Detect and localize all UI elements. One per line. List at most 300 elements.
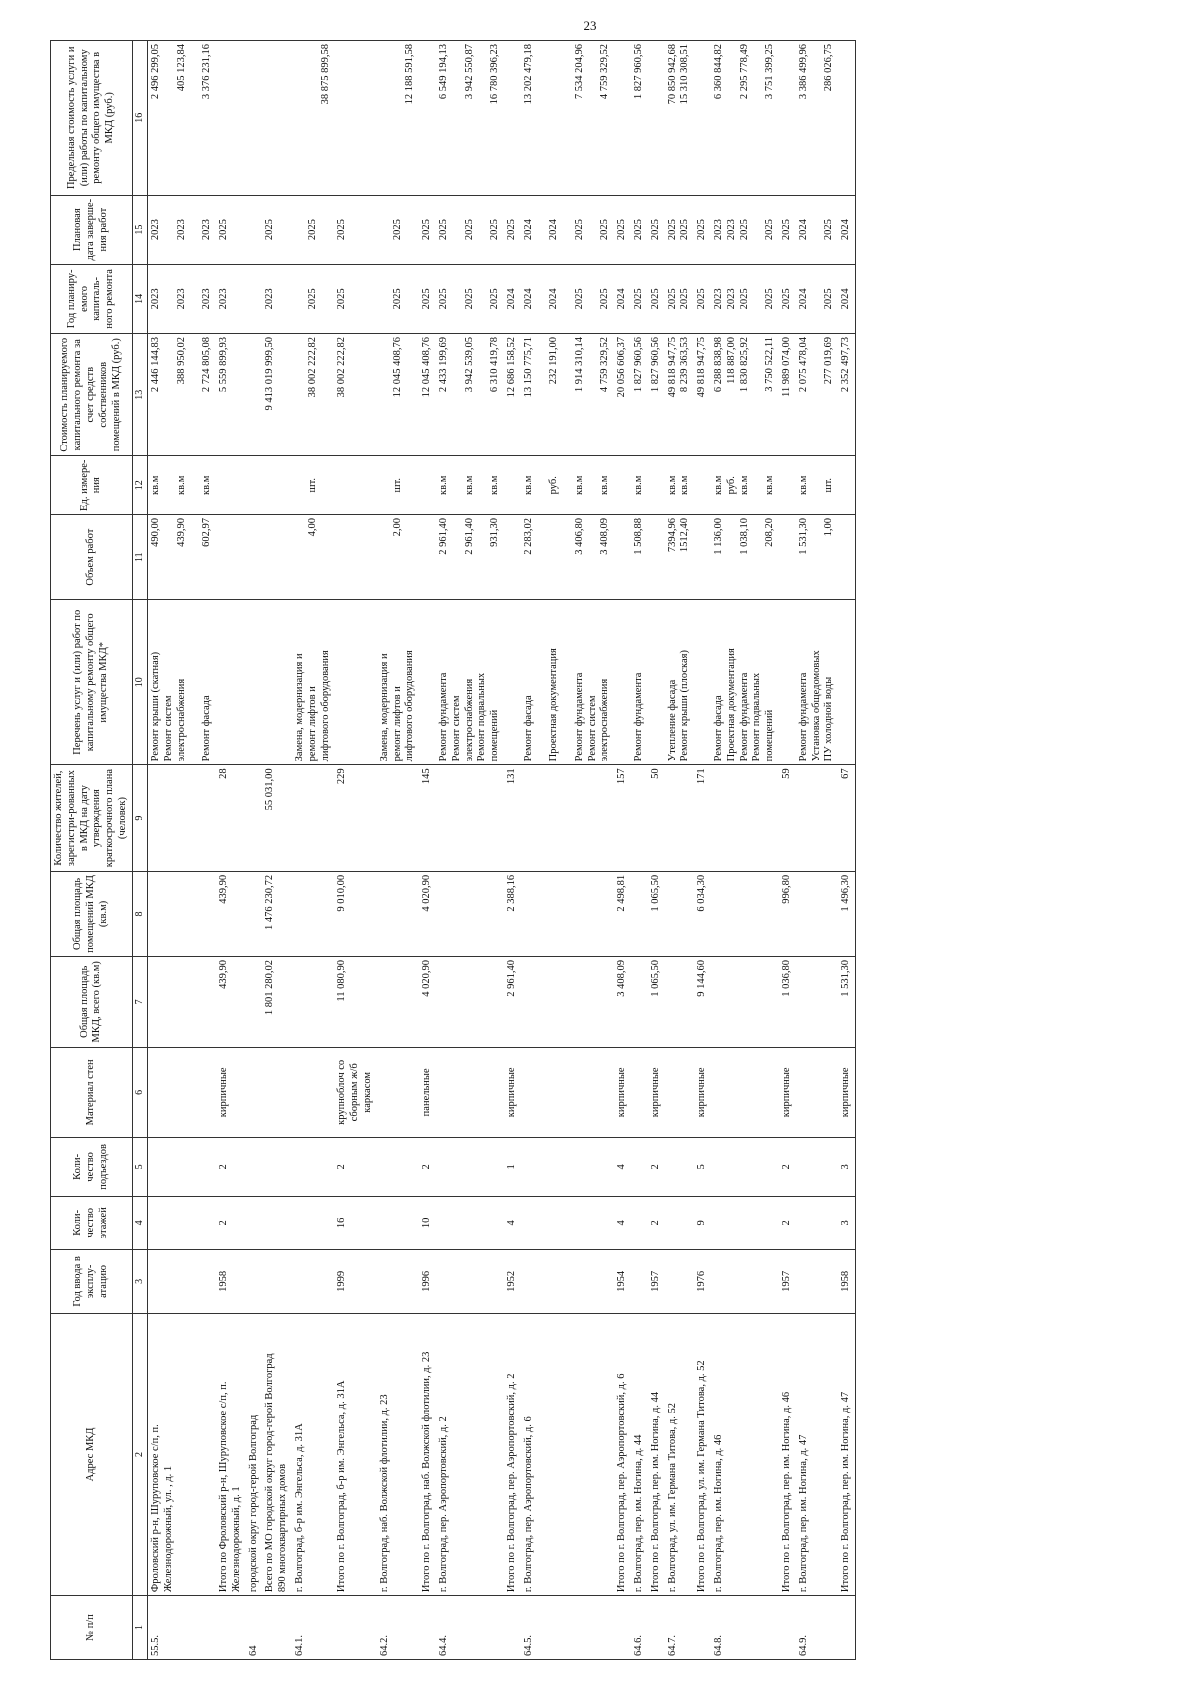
cell-line: 439,90 [175,518,187,547]
cell-line [188,268,201,330]
cell-line: 1512,40 [679,518,691,553]
cell-line: Ремонт систем [162,695,174,762]
page-number: 23 [583,18,597,33]
cell-line: г. Волгоград, пер. им. Ногина, д. 44 [633,1434,645,1593]
cell-line: 70 850 942,68 [666,44,678,105]
cell-line: руб. [725,476,737,495]
cell-plan-year [377,264,419,333]
cell-entrances: 5 [694,1138,711,1197]
cell-line [587,518,600,596]
cell-line [561,44,574,192]
cell-end-date [694,195,711,264]
cell-unit [504,456,521,515]
cell-line: 6 288 838,98 [713,336,725,393]
rotated-page [50,40,1150,1660]
cell-line: 4 759 329,52 [599,336,611,393]
cell-unit [436,456,504,515]
cell-line [476,268,489,330]
cell-line: 2025 [599,288,611,310]
cell-no: 64.4. [436,1596,504,1660]
cell-line: Ремонт фундамента [797,672,809,762]
cell-line: 2 295 778,49 [738,44,750,100]
cell-total-area: 9 144,60 [694,957,711,1048]
cell-line: 6 310 419,78 [489,336,501,393]
cell-volume [377,515,419,600]
cell-line: 2025 [649,219,661,241]
table-row [631,41,648,1660]
cell-residents: 50 [648,765,665,872]
cell-addr [419,1313,436,1595]
cell-line [163,337,176,452]
cell-addr [779,1313,796,1595]
cell-line: 2023 [725,288,737,310]
table-row [436,41,504,1660]
cell-line [476,459,489,511]
cell-works [694,600,711,765]
cell-no [648,1596,665,1660]
cell-line: 2025 [391,288,403,310]
cell-line: 3 942 539,05 [463,336,475,393]
cell-line: 388 950,02 [175,336,187,385]
cell-line: 4,00 [306,518,318,537]
column-header: Год планиру-емого капиталь-ного ремонта [51,264,133,333]
cell-line [587,459,600,511]
cell-line: г. Волгоград, пер. Аэропортовский, д. 2 [437,1416,449,1593]
cell-line: г. Волгоград, пер. Аэропортовский, д. 6 [522,1416,534,1593]
cell-line: помещений [764,709,776,762]
cell-line: 2025 [489,219,501,241]
cell-line: 2025 [306,219,318,241]
cell-line: 13 150 775,71 [522,336,534,398]
cell-line: 2 446 144,83 [149,336,161,393]
cell-line: 38 002 222,82 [306,336,318,398]
table-row [648,41,665,1660]
cell-line: кв.м [738,475,750,495]
cell-total-area: 2 961,40 [504,957,521,1048]
cell-plan-year [779,264,796,333]
cell-end-date [147,195,215,264]
cell-room-area: 1 496,30 [838,871,855,956]
cell-end-date [665,195,695,264]
table-row [419,41,436,1660]
cell-year: 1999 [334,1249,376,1313]
cell-line: 2025 [573,288,585,310]
cell-line: Ремонт систем [586,695,598,762]
cell-line [535,44,548,192]
cell-line [587,199,600,261]
cell-end-date [504,195,521,264]
cell-material [262,1047,292,1138]
cell-room-area: 9 010,00 [334,871,376,956]
cell-year [262,1249,292,1313]
cell-line: 15 310 308,51 [679,44,691,105]
cell-line: кв.м [201,475,213,495]
cell-line: 2023 [217,288,229,310]
cell-line: 3 408,09 [599,518,611,555]
column-number: 7 [132,957,147,1048]
cell-line: 931,30 [489,518,501,547]
cell-plan-year [521,264,615,333]
cell-line: 12 045 408,76 [391,336,403,398]
cell-line: 2025 [764,219,776,241]
cell-works [665,600,695,765]
cell-room-area: 2 498,81 [614,871,631,956]
cell-year [521,1249,615,1313]
cell-cost [796,333,838,455]
cell-line: 2 724 805,08 [201,336,213,393]
cell-line: кв.м [797,475,809,495]
cell-limit [694,41,711,196]
cell-line: Ремонт подвальных [751,672,763,762]
cell-floors [711,1196,779,1249]
cell-addr [216,1313,246,1595]
cell-floors [436,1196,504,1249]
cell-line: Итого по г. Волгоград, пер. Аэропортовский, д. 2 [505,1373,517,1593]
cell-line: 7394,96 [666,518,678,553]
cell-floors: 2 [779,1196,796,1249]
cell-works [292,600,334,765]
cell-line: 405 123,84 [175,44,187,92]
cell-line: Итого по г. Волгоград, наб. Волжской флотилии, д. 23 [421,1351,433,1593]
cell-line: 5 559 899,93 [217,336,229,393]
cell-limit [334,41,376,196]
cell-year [796,1249,838,1313]
cell-total-area [377,957,419,1048]
cell-entrances: 3 [838,1138,855,1197]
cell-material [436,1047,504,1138]
cell-line: 3 406,80 [573,518,585,555]
cell-line: Итого по г. Волгоград, пер. Аэропортовский, д. 6 [616,1373,628,1593]
cell-line: Железнодорожный, д. 1 [230,1486,242,1593]
cell-material [147,1047,215,1138]
cell-line: г. Волгоград, ул. им. Германа Титова, д. 52 [666,1403,678,1593]
cell-material: панельные [419,1047,436,1138]
cell-line [561,268,574,330]
cell-room-area: 2 388,16 [504,871,521,956]
cell-no [262,1596,292,1660]
cell-room-area [665,871,695,956]
cell-no [419,1596,436,1660]
cell-plan-year [262,264,292,333]
cell-line: 20 056 606,37 [616,336,628,398]
cell-line: 2024 [840,219,852,241]
cell-line: 12 045 408,76 [421,336,433,398]
cell-total-area: 3 408,09 [614,957,631,1048]
cell-unit [796,456,838,515]
cell-residents: 28 [216,765,246,872]
cell-line [163,268,176,330]
cell-line [587,268,600,330]
cell-line: 490,00 [149,518,161,547]
cell-unit [292,456,334,515]
cell-line [751,199,764,261]
cell-line [811,44,824,192]
cell-room-area [147,871,215,956]
cell-entrances [246,1138,263,1197]
cell-line: 2025 [489,288,501,310]
cell-line: 2024 [522,288,534,310]
cell-line: 16 780 396,23 [489,44,501,105]
column-number: 5 [132,1138,147,1197]
column-header: Количество жителей, зарегистри-рованных в МКД на дату утверждения краткосрочного плана (человек) [51,765,133,872]
cell-addr [377,1313,419,1595]
cell-works [648,600,665,765]
cell-line [379,44,392,192]
cell-cost [648,333,665,455]
cell-line: 2025 [421,288,433,310]
cell-line: Ремонт крыши (скатная) [149,651,161,762]
cell-line: 2025 [264,219,276,241]
cell-entrances [436,1138,504,1197]
cell-line: Проектная документация [548,648,560,762]
cell-floors: 2 [216,1196,246,1249]
cell-plan-year [504,264,521,333]
cell-line: 2024 [616,288,628,310]
cell-room-area: 1 065,50 [648,871,665,956]
cell-line: Ремонт фасада [713,695,725,762]
cell-cost [436,333,504,455]
cell-residents [796,765,838,872]
cell-limit [504,41,521,196]
cell-line: 2023 [201,288,213,310]
cell-line: 2023 [175,219,187,241]
cell-room-area [246,871,263,956]
cell-cost [419,333,436,455]
cell-line: Замена, модернизация и [293,653,305,762]
cell-line: 2025 [738,219,750,241]
cell-addr [521,1313,615,1595]
cell-line: Итого по г. Волгоград, б-р им. Энгельса, д. 31А [336,1380,348,1593]
cell-works [631,600,648,765]
cell-cost [334,333,376,455]
cell-cost [147,333,215,455]
cell-end-date [631,195,648,264]
cell-line: Итого по Фроловский р-н, Шуруповское с/п, п. [217,1381,229,1593]
cell-line: 2024 [505,288,517,310]
cell-total-area: 1 801 280,02 [262,957,292,1048]
cell-cost [838,333,855,455]
cell-unit [147,456,215,515]
cell-plan-year [631,264,648,333]
cell-line: 118 887,00 [725,336,737,384]
cell-floors: 2 [648,1196,665,1249]
cell-end-date [334,195,376,264]
cell-line: 2024 [797,288,809,310]
cell-line: 2023 [201,219,213,241]
column-number: 8 [132,871,147,956]
cell-entrances [665,1138,695,1197]
cell-material: кирпичные [694,1047,711,1138]
cell-unit [419,456,436,515]
cell-line: 2025 [764,288,776,310]
cell-line: 2025 [336,219,348,241]
cell-no: 64.9. [796,1596,838,1660]
cell-line: 13 202 479,18 [522,44,534,105]
cell-addr [262,1313,292,1595]
cell-line: 2025 [823,219,835,241]
cell-plan-year [246,264,263,333]
cell-line [379,268,392,330]
cell-year [292,1249,334,1313]
cell-unit [631,456,648,515]
table-container [50,40,1150,1660]
cell-room-area [711,871,779,956]
cell-line [751,44,764,192]
cell-line: 9 413 019 999,50 [264,336,276,411]
table-row [147,41,215,1660]
cell-material [521,1047,615,1138]
table-row [796,41,838,1660]
cell-line: ремонт лифтов и [391,686,403,762]
cell-cost [614,333,631,455]
cell-line: 3 750 522,11 [764,336,776,392]
cell-residents: 229 [334,765,376,872]
cell-line [163,44,176,192]
cell-line [307,44,320,192]
cell-line: Ремонт фасада [201,695,213,762]
cell-material: кирпичные [648,1047,665,1138]
cell-line [535,337,548,452]
table-row [334,41,376,1660]
cell-material: кирпичные [216,1047,246,1138]
cell-line: кв.м [463,475,475,495]
cell-line: 2025 [437,219,449,241]
column-number: 15 [132,195,147,264]
table-row [665,41,695,1660]
table-row [246,41,263,1660]
cell-line: г. Волгоград, пер. им. Ногина, д. 46 [713,1434,725,1593]
cell-line [163,518,176,596]
cell-line: кв.м [633,475,645,495]
column-number: 14 [132,264,147,333]
cell-residents: 171 [694,765,711,872]
cell-limit [377,41,419,196]
cell-line: кв.м [175,475,187,495]
cell-line [811,518,824,596]
cell-limit [648,41,665,196]
cell-end-date [779,195,796,264]
cell-addr [631,1313,648,1595]
cell-plan-year [711,264,779,333]
cell-line [811,199,824,261]
cell-unit [614,456,631,515]
cell-entrances [377,1138,419,1197]
cell-line: Итого по г. Волгоград, пер. им. Ногина, д. 46 [781,1391,793,1593]
cell-no [334,1596,376,1660]
column-header: Коли-чество этажей [51,1196,133,1249]
cell-residents: 131 [504,765,521,872]
cell-room-area [631,871,648,956]
cell-line: 3 376 231,16 [201,44,213,100]
cell-line: 2,00 [391,518,403,537]
cell-line [535,199,548,261]
cell-material [796,1047,838,1138]
cell-addr [147,1313,215,1595]
cell-line: 38 875 899,58 [319,44,331,105]
cell-no: 64.6. [631,1596,648,1660]
cell-end-date [838,195,855,264]
cell-cost [521,333,615,455]
cell-volume [216,515,246,600]
cell-total-area [631,957,648,1048]
cell-line [561,337,574,452]
cell-line: 4 759 329,52 [599,44,611,100]
cell-line [188,44,201,192]
cell-unit [779,456,796,515]
cell-line: Итого по г. Волгоград, пер. им. Ногина, д. 47 [840,1391,852,1593]
column-header: № п/п [51,1596,133,1660]
cell-line: 2025 [666,219,678,241]
cell-room-area: 4 020,90 [419,871,436,956]
cell-cost [292,333,334,455]
cell-line: Утепление фасада [666,679,678,762]
cell-cost [377,333,419,455]
cell-year: 1958 [216,1249,246,1313]
cell-line: 2025 [679,288,691,310]
cell-floors [246,1196,263,1249]
cell-line: 2023 [264,288,276,310]
column-header: Год ввода в эксплу-атацию [51,1249,133,1313]
cell-year: 1957 [648,1249,665,1313]
cell-addr [246,1313,263,1595]
cell-plan-year [694,264,711,333]
cell-line: г. Волгоград, наб. Волжской флотилии, д. 23 [378,1394,390,1593]
cell-line [476,44,489,192]
header-row [51,41,133,1660]
column-number: 1 [132,1596,147,1660]
column-header: Ед. измере-ния [51,456,133,515]
cell-year [246,1249,263,1313]
cell-entrances: 2 [334,1138,376,1197]
cell-volume [648,515,665,600]
cell-residents: 55 031,00 [262,765,292,872]
cell-line: шт. [306,478,318,493]
cell-total-area: 1 065,50 [648,957,665,1048]
cell-plan-year [648,264,665,333]
cell-line: Всего по МО городской округ город-герой Волгоград [264,1353,276,1593]
table-body [147,41,855,1660]
cell-line [188,518,201,596]
cell-floors: 10 [419,1196,436,1249]
cell-cost [246,333,263,455]
cell-room-area [377,871,419,956]
table-row [504,41,521,1660]
cell-limit [419,41,436,196]
column-header: Материал стен [51,1047,133,1138]
cell-plan-year [419,264,436,333]
cell-line: Ремонт систем [450,695,462,762]
cell-residents [246,765,263,872]
cell-line: Фроловский р-н, Шуруповское с/п, п. [149,1424,161,1593]
cell-material [665,1047,695,1138]
cell-line [294,199,307,261]
cell-line [548,518,561,596]
cell-floors [292,1196,334,1249]
cell-cost [216,333,246,455]
cell-line: Ремонт подвальных [476,672,488,762]
column-number: 6 [132,1047,147,1138]
cell-line: 2025 [391,219,403,241]
cell-total-area [796,957,838,1048]
cell-line [561,603,574,761]
cell-line [294,459,307,511]
cell-line: 2025 [463,219,475,241]
cell-line [548,44,561,192]
cell-room-area [292,871,334,956]
cell-no: 64.7. [665,1596,695,1660]
column-header: Коли-чество подъездов [51,1138,133,1197]
cell-year: 1952 [504,1249,521,1313]
